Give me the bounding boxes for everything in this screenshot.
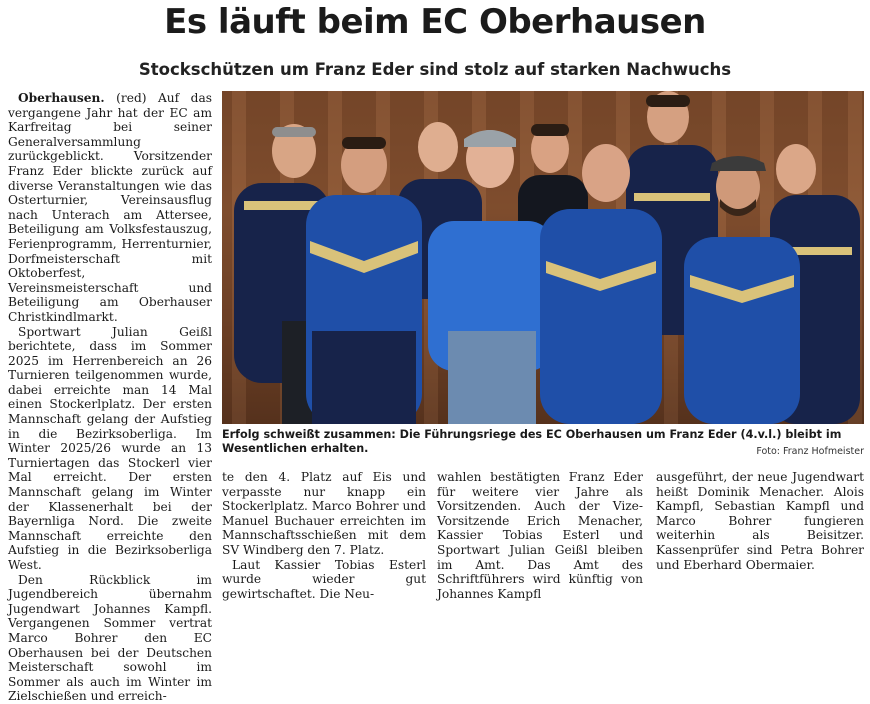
article-column-2	[222, 470, 426, 601]
paragraph-7: ausgeführt, der neue Jugendwart heißt Dominik Menacher. Alois Kampfl, Sebastian Kampfl und Marco Bohrer fungieren weiterhin als Beisitzer. Kassenprüfer sind Petra Bohrer und Eberhard Obermaier.	[656, 470, 864, 572]
article-column-1	[8, 91, 212, 704]
dateline: Oberhausen.	[18, 91, 105, 105]
headline: Es läuft beim EC Oberhausen	[164, 2, 706, 42]
subheadline: Stockschützen um Franz Eder sind stolz auf starken Nachwuchs	[138, 60, 732, 79]
team-photo	[222, 91, 864, 424]
paragraph-4: te den 4. Platz auf Eis und verpasste nur knapp ein Stockerlplatz. Marco Bohrer und Manuel Buchauer erreichten im Mannschaftsschießen mit dem SV Windberg den 7. Platz.	[222, 470, 426, 557]
article-column-3	[437, 470, 643, 601]
photo-credit: Foto: Franz Hofmeister	[756, 446, 864, 457]
paragraph-6: wahlen bestätigten Franz Eder für weitere vier Jahre als Vorsitzenden. Auch der Vize-Vorsitzende Erich Menacher, Kassier Tobias Esterl und Sportwart Julian Geißl bleiben im Amt. Das Amt des Schriftführers wird künftig von Johannes Kampfl	[437, 470, 643, 601]
photo-caption: Erfolg schweißt zusammen: Die Führungsriege des EC Oberhausen um Franz Eder (4.v.l.) bleibt im Wesentlichen erhalten.	[222, 428, 842, 455]
paragraph-5: Laut Kassier Tobias Esterl wurde wieder gut gewirtschaftet. Die Neu-	[222, 557, 426, 601]
article-column-4	[656, 470, 864, 572]
paragraph-3: Den Rückblick im Jugendbereich übernahm Jugendwart Johannes Kampfl. Vergangenen Sommer vertrat Marco Bohrer den EC Oberhausen bei der Deutschen Meisterschaft sowohl im Sommer als auch im Winter im Zielschießen und erreich-	[8, 572, 212, 704]
paragraph-2: Sportwart Julian Geißl berichtete, dass im Sommer 2025 im Herrenbereich an 26 Turnieren teilgenommen wurde, dabei erreichte man 14 Mal einen Stockerlplatz. Der ersten Mannschaft gelang der Aufstieg in die Bezirksoberliga. Im Winter 2025/26 wurde an 13 Turniertagen das Stockerl vier Mal erreicht. Der ersten Mannschaft gelang im Winter der Klassenerhalt bei der Bayernliga Nord. Die zweite Mannschaft erreichte den Aufstieg in die Bezirksoberliga West.	[8, 324, 212, 572]
paragraph-1: (red) Auf das vergangene Jahr hat der EC am Karfreitag bei seiner Generalversammlung zurückgeblickt. Vorsitzender Franz Eder blickte zurück auf diverse Veranstaltungen wie das Osterturnier, Vereinsausflug nach Unterach am Attersee, Beteiligung am Volksfestauszug, Ferienprogramm, Herrenturnier, Dorfmeisterschaft mit Oktoberfest, Vereinsmeisterschaft und Beteiligung am Oberhauser Christkindlmarkt.	[8, 91, 212, 324]
